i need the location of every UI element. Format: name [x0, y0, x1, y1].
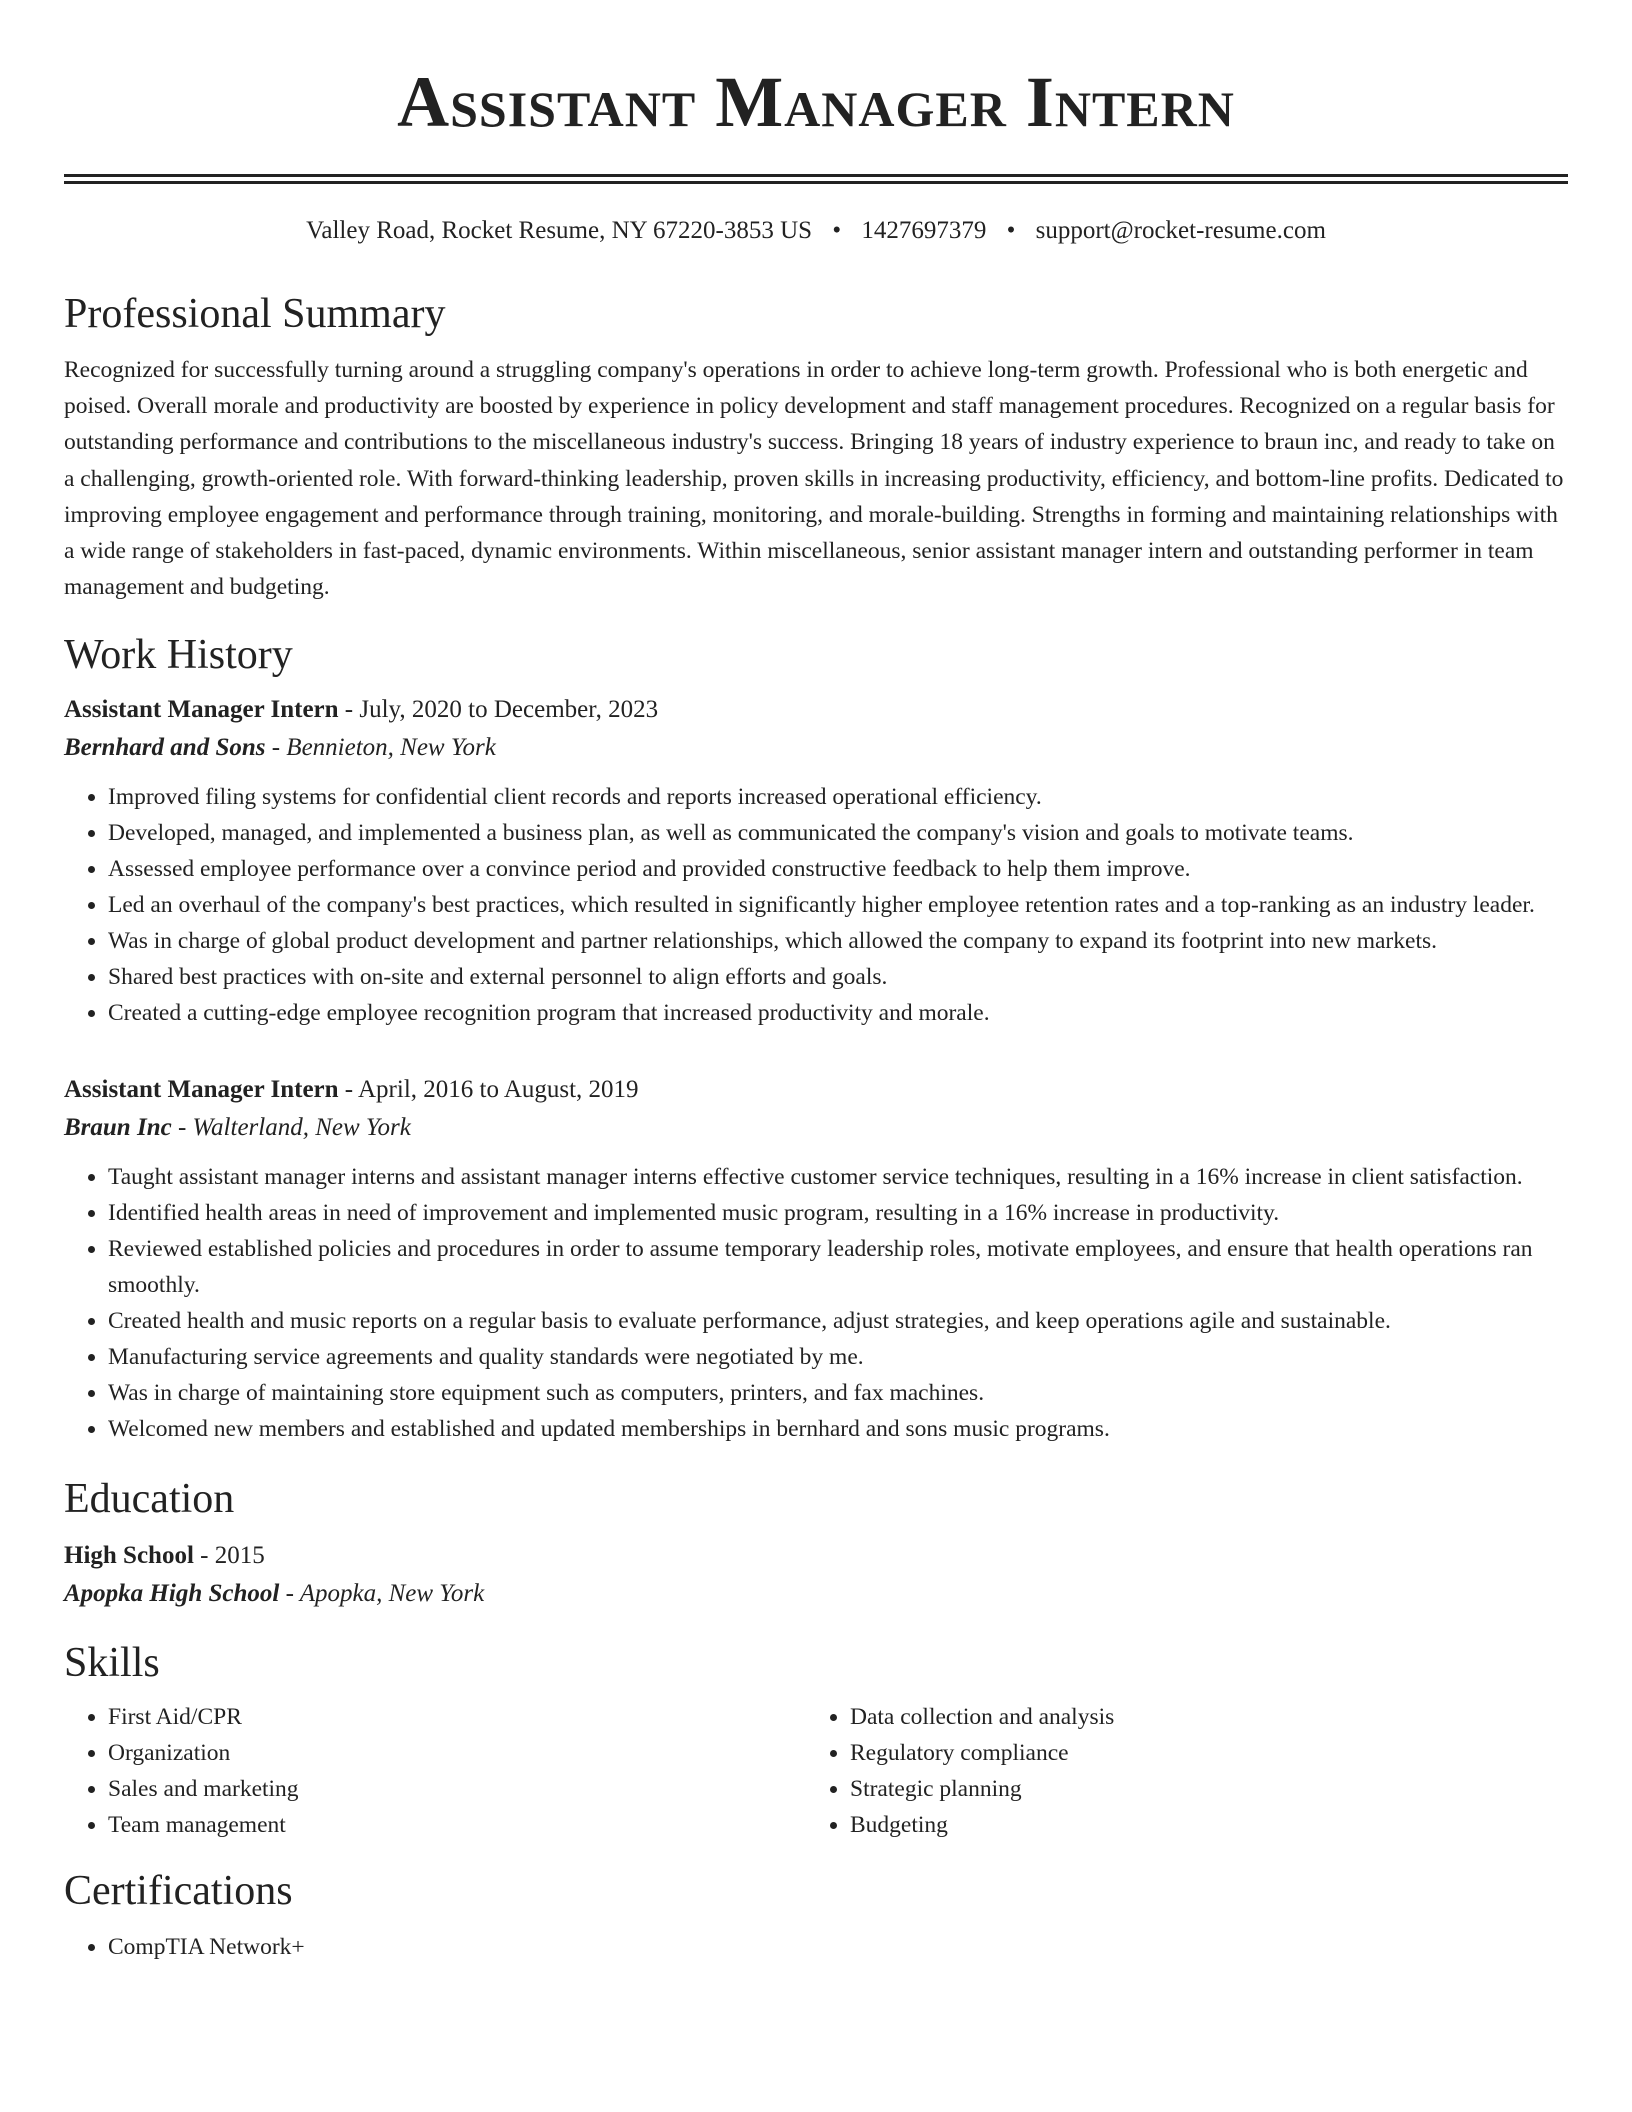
job-company-line [64, 729, 1568, 767]
job-bullets [64, 779, 1568, 1031]
job-role: Assistant Manager Intern [64, 1076, 339, 1104]
skill-item: • Budgeting [850, 1807, 1548, 1843]
contact-separator: • [832, 217, 842, 244]
skill-item: • Team management [108, 1807, 806, 1843]
contact-phone: 1427697379 [861, 217, 987, 244]
job-role-line [64, 1071, 1568, 1109]
skill-item: • Sales and marketing [108, 1771, 806, 1807]
job-location: - Bennieton, New York [265, 734, 496, 762]
job-bullet: • Was in charge of maintaining store equipment such as computers, printers, and fax machines. [108, 1375, 1568, 1411]
job-entry [64, 691, 1568, 1031]
job-company-line [64, 1109, 1568, 1147]
job-bullet: • Shared best practices with on-site and external personnel to align efforts and goals. [108, 959, 1568, 995]
job-role-line [64, 691, 1568, 729]
summary-heading: Professional Summary [64, 291, 446, 337]
job-company: Bernhard and Sons [64, 734, 266, 762]
job-dates: - July, 2020 to December, 2023 [338, 696, 659, 724]
header-divider [64, 174, 1568, 184]
education-school-line [64, 1575, 1568, 1613]
contact-separator: • [1006, 217, 1016, 244]
skill-item: • Organization [108, 1735, 806, 1771]
certifications-heading: Certifications [64, 1868, 293, 1915]
skill-item: • Data collection and analysis [850, 1699, 1548, 1735]
job-bullet: • Taught assistant manager interns and assistant manager interns effective customer service techniques, resulting in a 16% increase in client satisfaction. [108, 1159, 1568, 1195]
job-bullet: • Was in charge of global product development and partner relationships, which allowed the company to expand its footprint into new markets. [108, 923, 1568, 959]
skills-list [64, 1699, 1568, 1843]
education-location: - Apopka, New York [279, 1580, 485, 1608]
education-school: Apopka High School [64, 1580, 280, 1608]
skills-column-right [806, 1699, 1548, 1843]
skill-item: • Strategic planning [850, 1771, 1548, 1807]
education-degree: High School [64, 1542, 194, 1570]
job-bullet: • Created a cutting-edge employee recognition program that increased productivity and morale. [108, 995, 1568, 1031]
job-bullet: • Developed, managed, and implemented a business plan, as well as communicated the company's vision and goals to motivate teams. [108, 815, 1568, 851]
job-dates: - April, 2016 to August, 2019 [338, 1076, 639, 1104]
job-entry [64, 1071, 1568, 1447]
job-role: Assistant Manager Intern [64, 696, 339, 724]
job-bullet: • Led an overhaul of the company's best practices, which resulted in significantly higher employee retention rates and a top-ranking as an industry leader. [108, 887, 1568, 923]
job-bullet: • Improved filing systems for confidential client records and reports increased operational efficiency. [108, 779, 1568, 815]
skill-item: • Regulatory compliance [850, 1735, 1548, 1771]
job-bullets [64, 1159, 1568, 1447]
job-bullet: • Assessed employee performance over a convince period and provided constructive feedback to help them improve. [108, 851, 1568, 887]
education-heading: Education [64, 1476, 235, 1523]
education-entry [64, 1537, 1568, 1613]
skills-heading: Skills [64, 1640, 160, 1687]
certifications-list [64, 1929, 1568, 1965]
job-bullet: • Manufacturing service agreements and quality standards were negotiated by me. [108, 1339, 1568, 1375]
education-year: - 2015 [193, 1542, 265, 1570]
resume-name: Assistant Manager Intern [397, 62, 1235, 142]
contact-email: support@rocket-resume.com [1035, 217, 1326, 244]
summary-text: Recognized for successfully turning around a struggling company's operations in order to achieve long-term growth. Professional who is both energetic and poised. Overall morale and productivity are boosted by experience in policy development and staff management procedures. Recognized on a regular basis for outstanding performance and contributions to the miscellaneous industry's success. Bringing 18 years of industry experience to braun inc, and ready to take on a challenging, growth-oriented role. With forward-thinking leadership, proven skills in increasing productivity, efficiency, and bottom-line profits. Dedicated to improving employee engagement and performance through training, monitoring, and morale-building. Strengths in forming and maintaining relationships with a wide range of stakeholders in fast-paced, dynamic environments. Within miscellaneous, senior assistant manager intern and outstanding performer in team management and budgeting. [64, 357, 1564, 601]
work-history-heading: Work History [64, 632, 293, 679]
job-bullet: • Welcomed new members and established and updated memberships in bernhard and sons music programs. [108, 1411, 1568, 1447]
job-bullet: • Identified health areas in need of improvement and implemented music program, resulting in a 16% increase in productivity. [108, 1195, 1568, 1231]
skill-item: • First Aid/CPR [108, 1699, 806, 1735]
education-degree-line [64, 1537, 1568, 1575]
job-location: - Walterland, New York [171, 1114, 411, 1142]
job-company: Braun Inc [64, 1114, 172, 1142]
skills-column-left [64, 1699, 806, 1843]
contact-line [64, 214, 1568, 248]
contact-address: Valley Road, Rocket Resume, NY 67220-3853 US [306, 217, 813, 244]
certification-item: • CompTIA Network+ [108, 1929, 1568, 1965]
job-bullet: • Created health and music reports on a regular basis to evaluate performance, adjust strategies, and keep operations agile and sustainable. [108, 1303, 1568, 1339]
job-bullet: • Reviewed established policies and procedures in order to assume temporary leadership roles, motivate employees, and ensure that health operations ran smoothly. [108, 1231, 1568, 1303]
